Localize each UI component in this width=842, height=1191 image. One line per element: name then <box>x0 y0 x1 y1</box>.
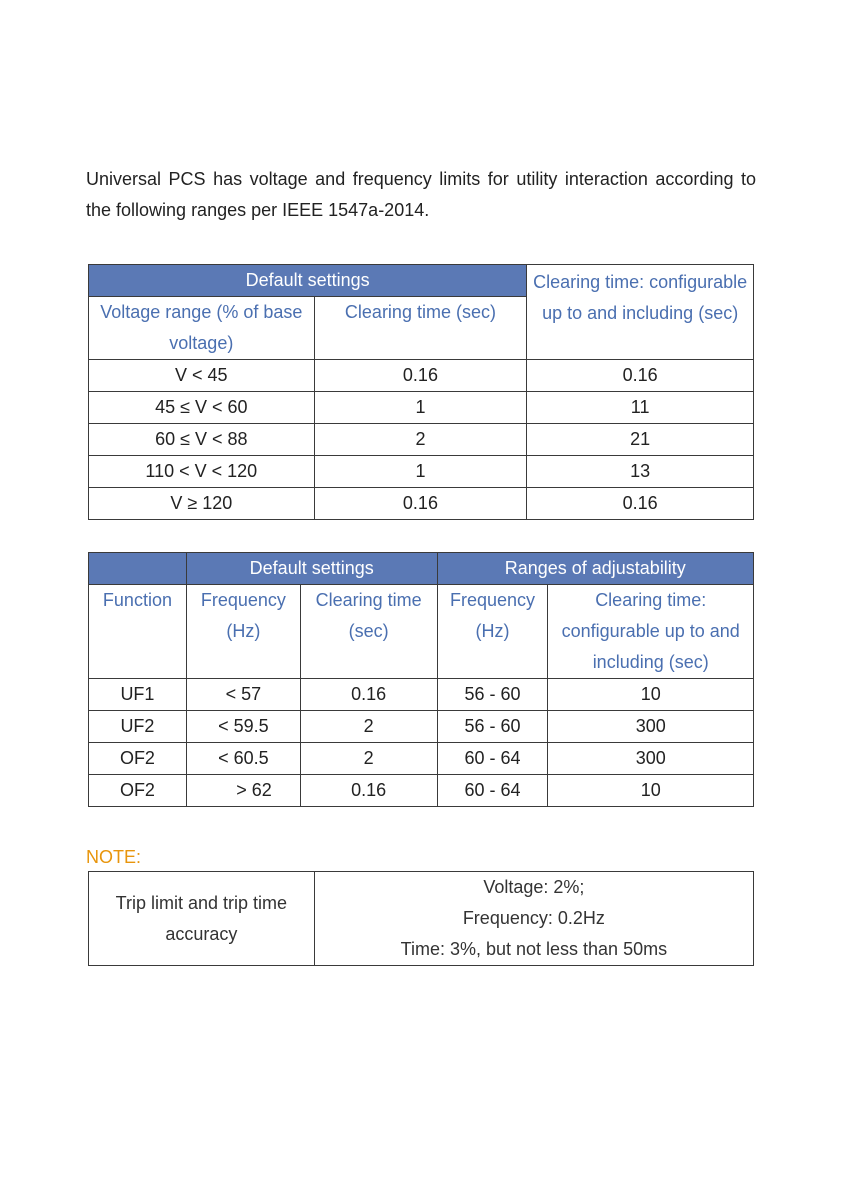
adjustable-clearing-column-header: Clearing time: configurable up to and including (sec) <box>548 585 754 679</box>
voltage-default-settings-header: Default settings <box>89 265 527 297</box>
voltage-range-cell: 45 ≤ V < 60 <box>89 392 315 424</box>
clearing-time-cell: 1 <box>314 456 527 488</box>
adjustable-frequency-cell: 60 - 64 <box>437 775 548 807</box>
function-cell: UF2 <box>89 711 187 743</box>
table-row <box>89 775 754 807</box>
voltage-clearing-time-column-header: Clearing time (sec) <box>314 297 527 360</box>
voltage-accuracy: Voltage: 2%; <box>483 877 585 897</box>
clearing-time-cell: 0.16 <box>314 360 527 392</box>
configurable-time-cell: 0.16 <box>527 488 754 520</box>
frequency-table-subheader-row <box>89 585 754 679</box>
clearing-time-cell: 2 <box>300 743 437 775</box>
note-label: NOTE: <box>86 847 142 867</box>
function-column-header: Function <box>89 585 187 679</box>
configurable-time-cell: 11 <box>527 392 754 424</box>
table-row <box>89 424 754 456</box>
clearing-time-cell: 0.16 <box>314 488 527 520</box>
configurable-time-cell: 21 <box>527 424 754 456</box>
adjustable-clearing-cell: 10 <box>548 679 754 711</box>
configurable-time-cell: 13 <box>527 456 754 488</box>
frequency-cell: < 60.5 <box>186 743 300 775</box>
table-row <box>89 392 754 424</box>
adjustable-clearing-cell: 300 <box>548 743 754 775</box>
frequency-cell: < 59.5 <box>186 711 300 743</box>
voltage-range-cell: 60 ≤ V < 88 <box>89 424 315 456</box>
frequency-limits-table <box>88 552 754 807</box>
clearing-time-cell: 2 <box>314 424 527 456</box>
configurable-time-cell: 0.16 <box>527 360 754 392</box>
voltage-range-cell: 110 < V < 120 <box>89 456 315 488</box>
voltage-range-cell: V < 45 <box>89 360 315 392</box>
voltage-range-cell: V ≥ 120 <box>89 488 315 520</box>
table-row <box>89 488 754 520</box>
accuracy-values-cell <box>314 872 753 966</box>
table-row <box>89 456 754 488</box>
frequency-column-header: Frequency (Hz) <box>186 585 300 679</box>
adjustable-frequency-cell: 60 - 64 <box>437 743 548 775</box>
function-cell: OF2 <box>89 775 187 807</box>
voltage-limits-table <box>88 264 754 520</box>
note-row <box>89 872 754 966</box>
voltage-table-header-row <box>89 265 754 297</box>
function-cell: OF2 <box>89 743 187 775</box>
frequency-cell: > 62 <box>186 775 300 807</box>
function-cell: UF1 <box>89 679 187 711</box>
note-table <box>88 871 754 966</box>
clearing-time-cell: 0.16 <box>300 775 437 807</box>
frequency-ranges-header: Ranges of adjustability <box>437 553 753 585</box>
adjustable-frequency-cell: 56 - 60 <box>437 679 548 711</box>
table-row <box>89 743 754 775</box>
clearing-time-cell: 0.16 <box>300 679 437 711</box>
trip-limit-label-cell: Trip limit and trip time accuracy <box>89 872 315 966</box>
adjustable-clearing-cell: 10 <box>548 775 754 807</box>
clearing-time-cell: 2 <box>300 711 437 743</box>
table-row <box>89 679 754 711</box>
frequency-accuracy: Frequency: 0.2Hz <box>462 908 605 928</box>
adjustable-clearing-cell: 300 <box>548 711 754 743</box>
frequency-default-settings-header: Default settings <box>186 553 437 585</box>
adjustable-frequency-column-header: Frequency (Hz) <box>437 585 548 679</box>
frequency-cell: < 57 <box>186 679 300 711</box>
voltage-range-column-header: Voltage range (% of base voltage) <box>89 297 315 360</box>
clearing-time-cell: 1 <box>314 392 527 424</box>
adjustable-frequency-cell: 56 - 60 <box>437 711 548 743</box>
frequency-empty-header-cell <box>89 553 187 585</box>
clearing-time-column-header: Clearing time (sec) <box>300 585 437 679</box>
table-row <box>89 360 754 392</box>
voltage-clearing-config-header: Clearing time: configurable up to and including (sec) <box>527 265 754 360</box>
intro-paragraph: Universal PCS has voltage and frequency limits for utility interaction according to the following ranges per IEEE 1547a-2014. <box>86 169 756 220</box>
frequency-table-header-row <box>89 553 754 585</box>
time-accuracy: Time: 3%, but not less than 50ms <box>400 939 668 959</box>
table-row <box>89 711 754 743</box>
